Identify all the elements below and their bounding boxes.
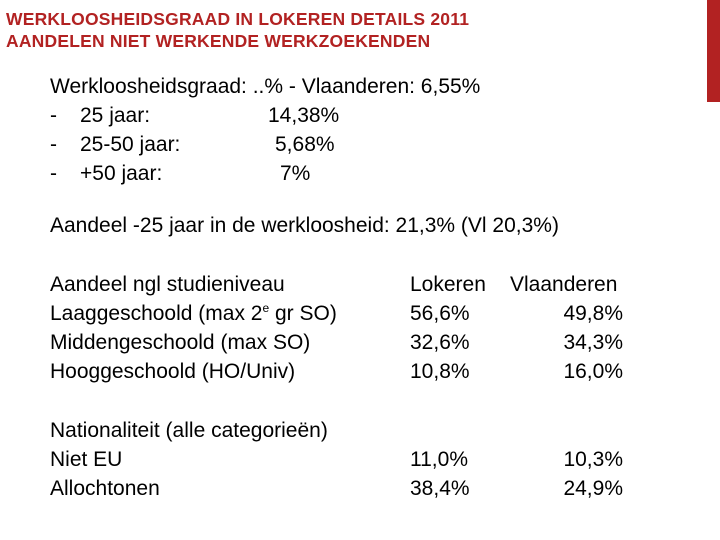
nationality-header-row: [50, 416, 690, 445]
education-row-mid: [50, 328, 690, 357]
bullet-dash: -: [50, 133, 57, 156]
nationality-label: Allochtonen: [50, 477, 160, 500]
youth-share-line: Aandeel -25 jaar in de werkloosheid: 21,3% (Vl 20,3%): [50, 214, 559, 237]
education-label: Hooggeschoold (HO/Univ): [50, 360, 296, 383]
age-row-25-50: [50, 130, 690, 159]
age-label: 25 jaar:: [80, 104, 151, 127]
bullet-dash: -: [50, 104, 57, 127]
education-header-row: [50, 270, 690, 299]
education-header-label: Aandeel ngl studieniveau: [50, 273, 285, 296]
column-header-lokeren: Lokeren: [410, 273, 486, 296]
education-row-low: [50, 299, 690, 328]
education-row-high: [50, 357, 690, 386]
age-row-under-25: [50, 101, 690, 130]
nationality-row-non-eu: [50, 445, 690, 474]
lokeren-value: 38,4%: [410, 477, 470, 500]
age-value: 7%: [280, 162, 311, 185]
nationality-label: Niet EU: [50, 448, 123, 471]
column-header-vlaanderen: Vlaanderen: [510, 273, 618, 296]
lokeren-value: 56,6%: [410, 302, 470, 325]
title-line-2: AANDELEN NIET WERKENDE WERKZOEKENDEN: [6, 31, 431, 51]
vlaanderen-value: 49,8%: [563, 302, 623, 325]
nationality-header-label: Nationaliteit (alle categorieën): [50, 419, 328, 442]
vlaanderen-value: 24,9%: [563, 477, 623, 500]
age-row-over-50: [50, 159, 690, 188]
lokeren-value: 32,6%: [410, 331, 470, 354]
education-label: Laaggeschoold (max 2e gr SO): [50, 301, 337, 325]
age-value: 14,38%: [268, 104, 340, 127]
slide-content: [50, 72, 690, 503]
title-line-1: WERKLOOSHEIDSGRAAD IN LOKEREN DETAILS 2011: [6, 9, 470, 29]
education-table: [50, 270, 690, 386]
age-value: 5,68%: [275, 133, 335, 156]
nationality-table: [50, 416, 690, 503]
age-label: 25-50 jaar:: [80, 133, 181, 156]
accent-bar: [707, 0, 720, 102]
vlaanderen-value: 34,3%: [563, 331, 623, 354]
lokeren-value: 10,8%: [410, 360, 470, 383]
age-label: +50 jaar:: [80, 162, 163, 185]
vlaanderen-value: 16,0%: [563, 360, 623, 383]
education-label: Middengeschoold (max SO): [50, 331, 311, 354]
unemployment-summary: Werkloosheidsgraad: ..% - Vlaanderen: 6,55%: [50, 75, 481, 98]
lokeren-value: 11,0%: [410, 448, 468, 471]
slide-title: [6, 8, 469, 52]
nationality-row-allochtonen: [50, 474, 690, 503]
bullet-dash: -: [50, 162, 57, 185]
vlaanderen-value: 10,3%: [563, 448, 623, 471]
